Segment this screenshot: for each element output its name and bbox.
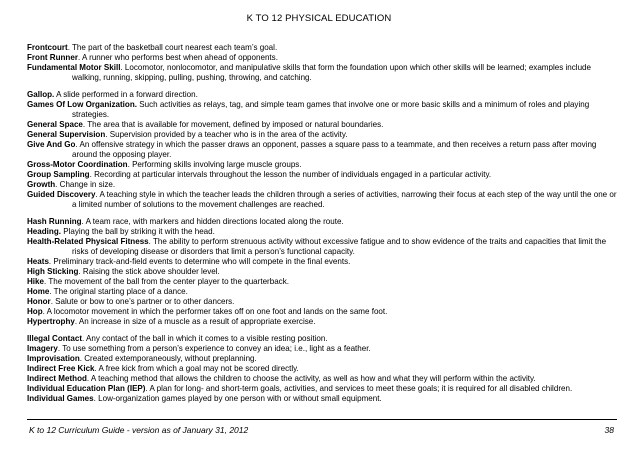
glossary-term: Hike bbox=[27, 277, 44, 286]
glossary-entry bbox=[27, 160, 617, 170]
page-number: 38 bbox=[604, 425, 614, 435]
glossary-term: Group Sampling bbox=[27, 170, 90, 179]
glossary-term: Individual Games bbox=[27, 394, 94, 403]
glossary-definition: . The movement of the ball from the center player to the quarterback. bbox=[44, 277, 289, 286]
glossary-term: Home bbox=[27, 287, 50, 296]
glossary-term: Imagery bbox=[27, 344, 58, 353]
glossary-entry bbox=[27, 227, 617, 237]
glossary-definition: . A team race, with markers and hidden directions located along the route. bbox=[81, 217, 344, 226]
glossary-definition: . Preliminary track-and-field events to determine who will compete in the final events. bbox=[48, 257, 351, 266]
glossary-entry bbox=[27, 100, 617, 120]
glossary-term: Frontcourt bbox=[27, 43, 68, 52]
glossary-section bbox=[27, 90, 617, 210]
glossary-definition: . Raising the stick above shoulder level. bbox=[78, 267, 220, 276]
glossary-definition: . The part of the basketball court nearest each team’s goal. bbox=[67, 43, 278, 52]
glossary-entry bbox=[27, 43, 617, 53]
glossary-entry bbox=[27, 90, 617, 100]
glossary-entry bbox=[27, 120, 617, 130]
glossary-definition: . Recording at particular intervals throughout the lesson the number of individuals engaged in a particular activity. bbox=[89, 170, 492, 179]
glossary-definition: . To use something from a person’s experience to convey an idea; i.e., light as a feather. bbox=[57, 344, 371, 353]
glossary-term: Hash Running bbox=[27, 217, 82, 226]
glossary-definition: . Performing skills involving large muscle groups. bbox=[127, 160, 302, 169]
glossary-entry bbox=[27, 257, 617, 267]
glossary-entry bbox=[27, 277, 617, 287]
glossary-entry bbox=[27, 267, 617, 277]
glossary-entry bbox=[27, 344, 617, 354]
glossary-entry bbox=[27, 53, 617, 63]
glossary-entry bbox=[27, 307, 617, 317]
glossary-term: Front Runner bbox=[27, 53, 78, 62]
glossary-definition: . The ability to perform strenuous activity without excessive fatigue and to show evidence of the traits and capacities that limit the risks of developing disease or disorders that limit a person’s functional capacity. bbox=[72, 237, 607, 256]
glossary-definition: . A teaching method that allows the children to choose the activity, as well as how and what they will perform within the activity. bbox=[86, 374, 536, 383]
glossary-term: Games Of Low Organization. bbox=[27, 100, 137, 109]
glossary-term: Improvisation bbox=[27, 354, 80, 363]
glossary-term: General Space bbox=[27, 120, 83, 129]
glossary-entry bbox=[27, 287, 617, 297]
glossary-entry bbox=[27, 190, 617, 210]
glossary-definition: . A runner who performs best when ahead of opponents. bbox=[77, 53, 278, 62]
glossary-term: Hypertrophy bbox=[27, 317, 75, 326]
glossary-entry bbox=[27, 317, 617, 327]
glossary-entry bbox=[27, 217, 617, 227]
footer-rule bbox=[27, 419, 617, 420]
glossary-definition: . An offensive strategy in which the passer draws an opponent, passes a square pass to a teammate, and then receives a return pass after moving around the opposing player. bbox=[72, 140, 597, 159]
glossary-entry bbox=[27, 354, 617, 364]
glossary-term: Indirect Free Kick bbox=[27, 364, 95, 373]
glossary-definition: . Any contact of the ball in which it comes to a visible resting position. bbox=[82, 334, 328, 343]
glossary-term: Indirect Method bbox=[27, 374, 87, 383]
page-header: K TO 12 PHYSICAL EDUCATION bbox=[246, 13, 392, 24]
glossary-definition: . Supervision provided by a teacher who is in the area of the activity. bbox=[105, 130, 348, 139]
footer-text: K to 12 Curriculum Guide - version as of January 31, 2012 bbox=[29, 425, 249, 435]
glossary-definition: . A locomotor movement in which the performer takes off on one foot and lands on the same foot. bbox=[42, 307, 388, 316]
glossary-term: Gallop. bbox=[27, 90, 55, 99]
glossary-term: Heats bbox=[27, 257, 49, 266]
glossary-term: High Sticking bbox=[27, 267, 79, 276]
glossary-term: Give And Go bbox=[27, 140, 76, 149]
glossary-term: Growth bbox=[27, 180, 56, 189]
glossary-term: Heading. bbox=[27, 227, 61, 236]
glossary-content bbox=[27, 43, 617, 411]
glossary-definition: . An increase in size of a muscle as a result of appropriate exercise. bbox=[74, 317, 316, 326]
glossary-entry bbox=[27, 180, 617, 190]
glossary-definition: . Low-organization games played by one person with or without small equipment. bbox=[93, 394, 382, 403]
glossary-entry bbox=[27, 140, 617, 160]
glossary-definition: . A teaching style in which the teacher leads the children through a series of activities, narrowing their focus at each step of the way until the one or a limited number of solutions to the movement challenges are reached. bbox=[72, 190, 617, 209]
glossary-entry bbox=[27, 130, 617, 140]
glossary-entry bbox=[27, 394, 617, 404]
glossary-definition: . Change in size. bbox=[55, 180, 116, 189]
glossary-entry bbox=[27, 237, 617, 257]
glossary-section bbox=[27, 43, 617, 83]
glossary-entry bbox=[27, 170, 617, 180]
glossary-term: Health-Related Physical Fitness bbox=[27, 237, 149, 246]
glossary-definition: . Salute or bow to one’s partner or to other dancers. bbox=[50, 297, 235, 306]
glossary-term: Fundamental Motor Skill bbox=[27, 63, 121, 72]
glossary-term: Gross-Motor Coordination bbox=[27, 160, 128, 169]
glossary-entry bbox=[27, 374, 617, 384]
glossary-term: Honor bbox=[27, 297, 51, 306]
glossary-definition: A slide performed in a forward direction. bbox=[54, 90, 198, 99]
glossary-definition: Such activities as relays, tag, and simple team games that involve one or more basic skills and a minimum of roles and playing strategies. bbox=[72, 100, 590, 119]
glossary-entry bbox=[27, 63, 617, 83]
glossary-definition: . The area that is available for movement, defined by imposed or natural boundaries. bbox=[82, 120, 384, 129]
glossary-section bbox=[27, 334, 617, 404]
glossary-definition: . A plan for long- and short-term goals, activities, and services to meet these goals; it is required for all disabled children. bbox=[145, 384, 573, 393]
glossary-definition: . Locomotor, nonlocomotor, and manipulative skills that form the foundation upon which other skills will be learned; examples include walking, running, skipping, pulling, pushing, throwing, and catching. bbox=[72, 63, 592, 82]
glossary-entry bbox=[27, 364, 617, 374]
glossary-definition: . The original starting place of a dance. bbox=[49, 287, 188, 296]
glossary-entry bbox=[27, 384, 617, 394]
glossary-section bbox=[27, 217, 617, 327]
glossary-entry bbox=[27, 297, 617, 307]
glossary-definition: Playing the ball by striking it with the head. bbox=[60, 227, 215, 236]
glossary-term: Guided Discovery bbox=[27, 190, 96, 199]
glossary-definition: . Created extemporaneously, without preplanning. bbox=[79, 354, 257, 363]
glossary-term: General Supervision bbox=[27, 130, 106, 139]
glossary-term: Individual Education Plan (IEP) bbox=[27, 384, 146, 393]
glossary-term: Hop bbox=[27, 307, 43, 316]
glossary-definition: . A free kick from which a goal may not be scored directly. bbox=[94, 364, 299, 373]
glossary-term: Illegal Contact bbox=[27, 334, 82, 343]
glossary-entry bbox=[27, 334, 617, 344]
